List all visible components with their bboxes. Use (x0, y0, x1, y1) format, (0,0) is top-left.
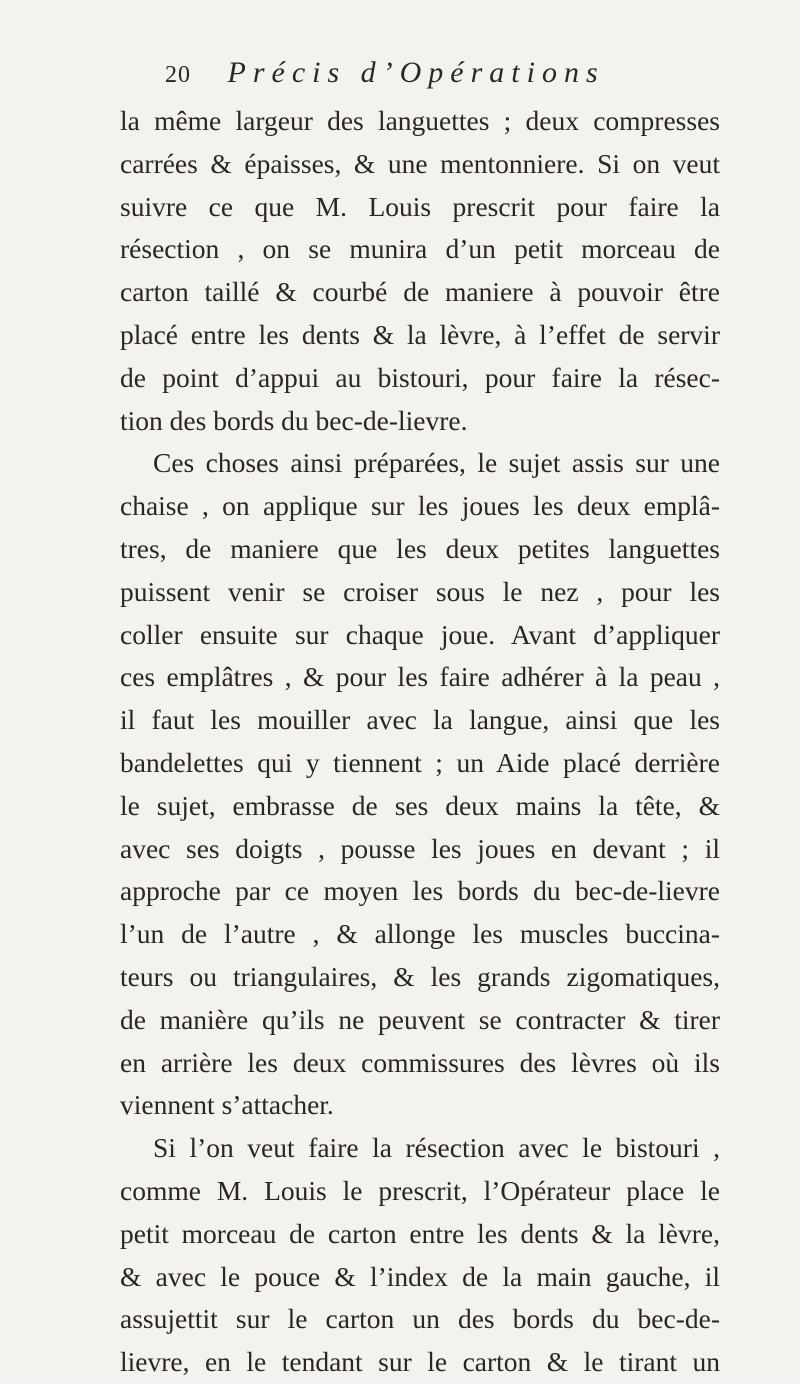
text-line: carton taillé & courbé de maniere à pouvoir être (120, 276, 720, 308)
text-line: placé entre les dents & la lèvre, à l’effet de servir (120, 318, 720, 350)
text-line: teurs ou triangulaires, & les grands zigomatiques, (120, 960, 720, 992)
text-line: & avec le pouce & l’index de la main gauche, il (120, 1260, 720, 1292)
text-line: lievre, en le tendant sur le carton & le tirant un (120, 1346, 720, 1378)
body-text (120, 100, 720, 1384)
text-line: approche par ce moyen les bords du bec-de-lievre (120, 875, 720, 907)
running-title: Précis d’Opérations (227, 56, 605, 89)
text-line: avec ses doigts , pousse les joues en devant ; il (120, 832, 720, 864)
text-line: coller ensuite sur chaque joue. Avant d’appliquer (120, 618, 720, 650)
text-line: carrées & épaisses, & une mentonniere. Si on veut (120, 147, 720, 179)
text-line: chaise , on applique sur les joues les deux emplâ- (120, 490, 720, 522)
text-line: tion des bords du bec-de-lievre. (120, 404, 468, 436)
text-line: comme M. Louis le prescrit, l’Opérateur place le (120, 1174, 720, 1206)
text-line: l’un de l’autre , & allonge les muscles buccina- (120, 918, 720, 950)
page-number: 20 (165, 62, 191, 88)
paragraph-start-line: Ces choses ainsi préparées, le sujet assis sur une (153, 447, 720, 479)
text-line: suivre ce que M. Louis prescrit pour faire la (120, 190, 720, 222)
text-line: viennent s’attacher. (120, 1089, 334, 1121)
text-line: il faut les mouiller avec la langue, ainsi que les (120, 704, 720, 736)
text-line: petit morceau de carton entre les dents & la lèvre, (120, 1217, 720, 1249)
text-line: en arrière les deux commissures des lèvres où ils (120, 1046, 720, 1078)
text-line: bandelettes qui y tiennent ; un Aide placé derrière (120, 746, 720, 778)
text-line: résection , on se munira d’un petit morceau de (120, 233, 720, 265)
text-line: la même largeur des languettes ; deux compresses (120, 105, 720, 136)
text-line: de point d’appui au bistouri, pour faire la résec- (120, 361, 720, 393)
text-line: de manière qu’ils ne peuvent se contracter & tirer (120, 1003, 720, 1035)
text-line: ces emplâtres , & pour les faire adhérer à la peau , (120, 661, 720, 693)
running-header (165, 56, 725, 96)
text-line: le sujet, embrasse de ses deux mains la tête, & (120, 789, 720, 821)
paragraph-start-line: Si l’on veut faire la résection avec le bistouri , (153, 1132, 720, 1164)
text-line: assujettit sur le carton un des bords du bec-de- (120, 1303, 720, 1335)
text-line: tres, de maniere que les deux petites languettes (120, 532, 720, 564)
text-line: puissent venir se croiser sous le nez , pour les (120, 575, 720, 607)
